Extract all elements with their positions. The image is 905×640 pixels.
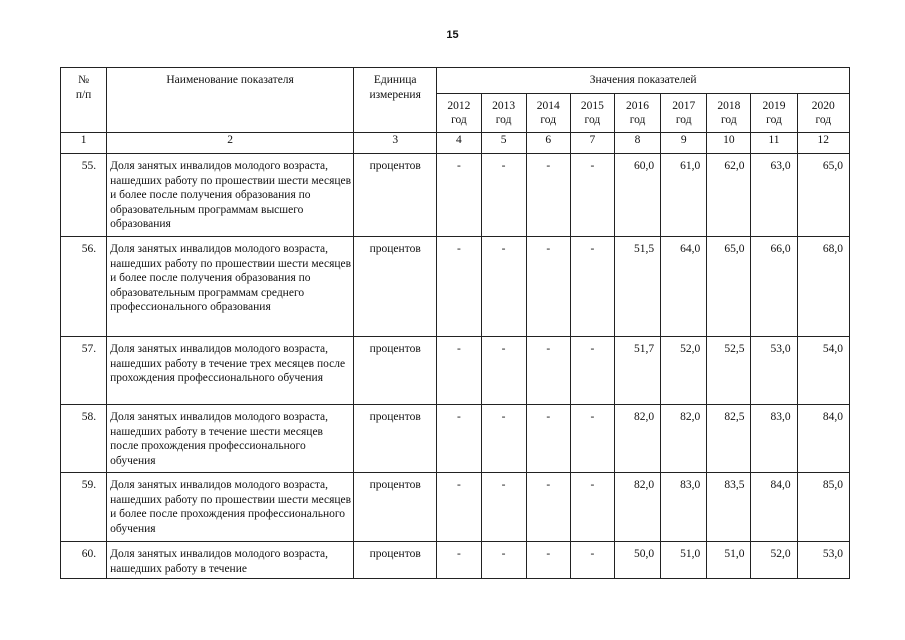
column-number: 9	[661, 133, 707, 154]
unit-cell: процентов	[354, 154, 437, 237]
value-cell: 84,0	[751, 473, 797, 542]
column-number: 8	[614, 133, 660, 154]
value-cell: 82,0	[614, 405, 660, 473]
year-header: 2014 год	[526, 94, 570, 133]
table-row	[61, 337, 850, 405]
value-cell: 68,0	[797, 237, 849, 337]
value-cell: 85,0	[797, 473, 849, 542]
value-cell: 52,0	[751, 542, 797, 579]
value-cell: 66,0	[751, 237, 797, 337]
header-name: Наименование показателя	[107, 68, 354, 133]
table-row	[61, 405, 850, 473]
value-cell: 51,7	[614, 337, 660, 405]
value-cell: 51,0	[707, 542, 751, 579]
column-number: 5	[481, 133, 526, 154]
value-cell: -	[526, 237, 570, 337]
indicator-name: Доля занятых инвалидов молодого возраста, нашедших работу по прошествии шести месяцев и более после получения образования по образовательным программам среднего профессионального образования	[107, 237, 354, 337]
header-row	[61, 68, 850, 94]
column-number: 7	[570, 133, 614, 154]
column-number-row	[61, 133, 850, 154]
value-cell: -	[526, 473, 570, 542]
year-header: 2017 год	[661, 94, 707, 133]
value-cell: 65,0	[707, 237, 751, 337]
value-cell: -	[437, 542, 481, 579]
row-number: 56.	[61, 237, 107, 337]
table-row	[61, 237, 850, 337]
year-header: 2016 год	[614, 94, 660, 133]
unit-cell: процентов	[354, 405, 437, 473]
header-values: Значения показателей	[437, 68, 850, 94]
value-cell: 52,0	[661, 337, 707, 405]
page-number: 15	[446, 29, 459, 41]
value-cell: -	[437, 237, 481, 337]
value-cell: -	[570, 237, 614, 337]
value-cell: -	[526, 337, 570, 405]
value-cell: 64,0	[661, 237, 707, 337]
value-cell: -	[437, 337, 481, 405]
value-cell: -	[526, 542, 570, 579]
value-cell: 61,0	[661, 154, 707, 237]
indicator-name: Доля занятых инвалидов молодого возраста, нашедших работу по прошествии шести месяцев и более после получения образования по образовательным программам высшего образования	[107, 154, 354, 237]
row-number: 58.	[61, 405, 107, 473]
value-cell: 62,0	[707, 154, 751, 237]
value-cell: 83,0	[751, 405, 797, 473]
value-cell: 65,0	[797, 154, 849, 237]
value-cell: -	[481, 542, 526, 579]
value-cell: -	[437, 473, 481, 542]
value-cell: 52,5	[707, 337, 751, 405]
value-cell: 83,5	[707, 473, 751, 542]
year-header: 2015 год	[570, 94, 614, 133]
value-cell: 60,0	[614, 154, 660, 237]
value-cell: -	[481, 405, 526, 473]
indicator-name: Доля занятых инвалидов молодого возраста, нашедших работу в течение шести месяцев после прохождения профессионального обучения	[107, 405, 354, 473]
value-cell: -	[570, 542, 614, 579]
year-header: 2020 год	[797, 94, 849, 133]
column-number: 10	[707, 133, 751, 154]
unit-cell: процентов	[354, 542, 437, 579]
unit-cell: процентов	[354, 337, 437, 405]
indicator-name: Доля занятых инвалидов молодого возраста, нашедших работу в течение трех месяцев после прохождения профессионального обучения	[107, 337, 354, 405]
year-header: 2018 год	[707, 94, 751, 133]
value-cell: -	[570, 405, 614, 473]
header-no: № п/п	[61, 68, 107, 133]
value-cell: -	[481, 473, 526, 542]
table-row	[61, 473, 850, 542]
value-cell: 53,0	[751, 337, 797, 405]
year-header: 2019 год	[751, 94, 797, 133]
value-cell: 50,0	[614, 542, 660, 579]
indicator-name: Доля занятых инвалидов молодого возраста, нашедших работу по прошествии шести месяцев и более после прохождения профессионального обучения	[107, 473, 354, 542]
value-cell: 51,5	[614, 237, 660, 337]
value-cell: 51,0	[661, 542, 707, 579]
value-cell: -	[437, 154, 481, 237]
column-number: 6	[526, 133, 570, 154]
value-cell: -	[481, 337, 526, 405]
value-cell: 83,0	[661, 473, 707, 542]
value-cell: -	[570, 473, 614, 542]
unit-cell: процентов	[354, 237, 437, 337]
value-cell: 82,0	[614, 473, 660, 542]
column-number: 12	[797, 133, 849, 154]
unit-cell: процентов	[354, 473, 437, 542]
row-number: 60.	[61, 542, 107, 579]
column-number: 3	[354, 133, 437, 154]
indicators-table	[60, 67, 850, 579]
row-number: 55.	[61, 154, 107, 237]
table-row	[61, 542, 850, 579]
year-header: 2013 год	[481, 94, 526, 133]
column-number: 2	[107, 133, 354, 154]
column-number: 11	[751, 133, 797, 154]
value-cell: 54,0	[797, 337, 849, 405]
row-number: 59.	[61, 473, 107, 542]
row-number: 57.	[61, 337, 107, 405]
column-number: 1	[61, 133, 107, 154]
header-unit: Единица измерения	[354, 68, 437, 133]
value-cell: 82,5	[707, 405, 751, 473]
value-cell: 84,0	[797, 405, 849, 473]
year-header: 2012 год	[437, 94, 481, 133]
value-cell: 82,0	[661, 405, 707, 473]
value-cell: 63,0	[751, 154, 797, 237]
value-cell: -	[481, 154, 526, 237]
value-cell: 53,0	[797, 542, 849, 579]
value-cell: -	[481, 237, 526, 337]
value-cell: -	[526, 154, 570, 237]
table-row	[61, 154, 850, 237]
column-number: 4	[437, 133, 481, 154]
value-cell: -	[526, 405, 570, 473]
value-cell: -	[570, 154, 614, 237]
indicator-name: Доля занятых инвалидов молодого возраста, нашедших работу в течение	[107, 542, 354, 579]
value-cell: -	[570, 337, 614, 405]
value-cell: -	[437, 405, 481, 473]
